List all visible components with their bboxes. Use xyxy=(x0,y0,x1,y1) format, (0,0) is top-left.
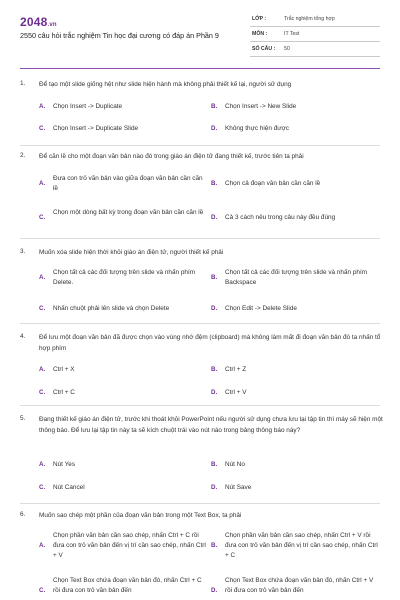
question-separator xyxy=(20,405,380,406)
answer-letter: C. xyxy=(39,305,46,312)
meta-label: SỐ CÂU : xyxy=(252,46,276,52)
answer-text: Chọn tất cả các đối tượng trên slide và nhấn phím Backspace xyxy=(225,269,368,286)
answer-option[interactable] xyxy=(39,124,209,136)
answer-letter: B. xyxy=(211,461,218,468)
answer-option[interactable] xyxy=(211,531,381,563)
answer-option[interactable] xyxy=(39,576,209,598)
answer-text: Chọn Insert -> New Slide xyxy=(225,103,297,110)
answer-option[interactable] xyxy=(211,124,381,136)
question-number: 5. xyxy=(20,415,26,422)
question-separator xyxy=(20,323,380,324)
answer-letter: A. xyxy=(39,542,46,549)
answer-option[interactable] xyxy=(39,174,209,196)
answer-letter: C. xyxy=(39,587,46,594)
answer-letter: D. xyxy=(211,484,218,491)
answer-letter: A. xyxy=(39,366,46,373)
answer-text: Cả 3 cách nêu trong câu này đều đúng xyxy=(225,214,336,221)
answer-option[interactable] xyxy=(211,576,381,598)
answer-text: Chọn Insert -> Duplicate xyxy=(53,103,123,110)
answer-option[interactable] xyxy=(211,213,381,225)
question-separator xyxy=(20,238,380,239)
answer-option[interactable] xyxy=(211,304,381,316)
answer-letter: D. xyxy=(211,587,218,594)
question-number: 1. xyxy=(20,80,26,87)
answer-letter: A. xyxy=(39,103,46,110)
answer-letter: D. xyxy=(211,125,218,132)
question-separator xyxy=(20,503,380,504)
question-text: Để căn lề cho một đoạn văn bản nào đó trong giáo án điện tử đang thiết kế, trước tiên ta phải xyxy=(39,153,304,160)
answer-option[interactable] xyxy=(211,102,381,114)
logo-suffix: .vn xyxy=(47,22,57,28)
answer-letter: C. xyxy=(39,389,46,396)
answer-text: Ctrl + X xyxy=(53,366,75,373)
answer-text: Ctrl + V xyxy=(225,389,247,396)
answer-text: Chọn phần văn bản cần sao chép, nhấn Ctrl + V rồi đưa con trỏ văn bản đến vị trí cần sao chép, nhấn Ctrl + C xyxy=(225,532,378,559)
answer-option[interactable] xyxy=(39,531,209,563)
answer-text: Chọn cả đoạn văn bản cần căn lề xyxy=(225,180,321,187)
answer-letter: C. xyxy=(39,214,46,221)
answer-text: Chọn Edit -> Delete Slide xyxy=(225,305,297,312)
answer-option[interactable] xyxy=(211,483,381,495)
answer-text: Nút Cancel xyxy=(53,484,85,491)
answer-text: Nhấn chuột phải lên slide và chọn Delete xyxy=(53,305,170,312)
meta-label: MÔN : xyxy=(252,31,268,37)
answer-letter: D. xyxy=(211,214,218,221)
answer-text: Nút Yes xyxy=(53,461,76,468)
answer-text: Nút Save xyxy=(225,484,252,491)
answer-option[interactable] xyxy=(39,102,209,114)
question-separator xyxy=(20,145,380,146)
answer-option[interactable] xyxy=(39,365,209,377)
question-text: Để lưu một đoạn văn bản đã được chọn vào vùng nhớ đệm (clipboard) mà không làm mất đi đoạn văn bản đó ta nhấn tổ hợp phím xyxy=(39,334,381,352)
meta-value: 50 xyxy=(284,46,290,52)
answer-option[interactable] xyxy=(39,208,209,230)
question-number: 2. xyxy=(20,152,26,159)
answer-letter: A. xyxy=(39,461,46,468)
meta-label: LỚP : xyxy=(252,16,267,22)
question-number: 4. xyxy=(20,333,26,340)
answer-option[interactable] xyxy=(39,483,209,495)
meta-value: IT Test xyxy=(284,31,300,37)
answer-text: Chọn một dòng bất kỳ trong đoạn văn bản cần căn lề xyxy=(53,209,204,216)
answer-letter: A. xyxy=(39,180,46,187)
answer-option[interactable] xyxy=(211,365,381,377)
answer-option[interactable] xyxy=(39,304,209,316)
answer-letter: B. xyxy=(211,274,218,281)
answer-letter: D. xyxy=(211,305,218,312)
answer-option[interactable] xyxy=(211,388,381,400)
answer-letter: C. xyxy=(39,484,46,491)
question-number: 6. xyxy=(20,511,26,518)
meta-value: Trắc nghiệm tổng hợp xyxy=(284,16,335,22)
answer-text: Ctrl + Z xyxy=(225,366,247,373)
answer-letter: B. xyxy=(211,180,218,187)
answer-text: Chọn phần văn bản cần sao chép, nhấn Ctrl + C rồi đưa con trỏ văn bản đến vị trí cần sao chép, nhấn Ctrl + V xyxy=(53,532,206,559)
answer-text: Không thực hiện được xyxy=(225,125,289,132)
question-text: Đang thiết kế giáo án điện tử, trước khi thoát khỏi PowerPoint nếu người sử dụng chưa lưu lại tập tin thì máy sẽ hiện một thông báo. Để lưu lại tập tin này ta sẽ kích chuột trái vào nút nào trong bảng thông báo này? xyxy=(39,416,383,434)
answer-option[interactable] xyxy=(39,268,209,290)
answer-option[interactable] xyxy=(211,179,381,191)
answer-text: Chọn Text Box chứa đoạn văn bản đó, nhấn Ctrl + C rồi đưa con trỏ văn bản đến xyxy=(53,577,202,594)
answer-letter: B. xyxy=(211,366,218,373)
logo-main: 2048 xyxy=(20,15,48,29)
question-text: Muốn sao chép một phần của đoạn văn bản trong một Text Box, ta phải xyxy=(39,512,242,519)
question-text: Để tạo một slide giống hệt như slide hiện hành mà không phải thiết kế lại, người sử dụng xyxy=(39,81,292,88)
answer-option[interactable] xyxy=(39,388,209,400)
question-text: Muốn xóa slide hiện thời khỏi giáo án điện tử, người thiết kế phải xyxy=(39,249,224,256)
answer-text: Đưa con trỏ văn bản vào giữa đoạn văn bản cần căn lề xyxy=(53,175,203,192)
answer-option[interactable] xyxy=(211,460,381,472)
answer-option[interactable] xyxy=(39,460,209,472)
document-title: 2550 câu hỏi trắc nghiệm Tin học đại cương có đáp án Phần 9 xyxy=(20,31,219,40)
answer-text: Nút No xyxy=(225,461,245,468)
answer-option[interactable] xyxy=(211,268,381,290)
answer-letter: A. xyxy=(39,274,46,281)
answer-letter: C. xyxy=(39,125,46,132)
answer-text: Ctrl + C xyxy=(53,389,75,396)
answer-text: Chọn tất cả các đối tượng trên slide và nhấn phím Delete. xyxy=(53,269,196,286)
answer-text: Chọn Text Box chứa đoạn văn bản đó, nhấn Ctrl + V rồi đưa con trỏ văn bản đến xyxy=(225,577,374,594)
answer-letter: D. xyxy=(211,389,218,396)
answer-text: Chọn Insert -> Duplicate Slide xyxy=(53,125,139,132)
answer-letter: B. xyxy=(211,542,218,549)
answer-letter: B. xyxy=(211,103,218,110)
question-number: 3. xyxy=(20,248,26,255)
